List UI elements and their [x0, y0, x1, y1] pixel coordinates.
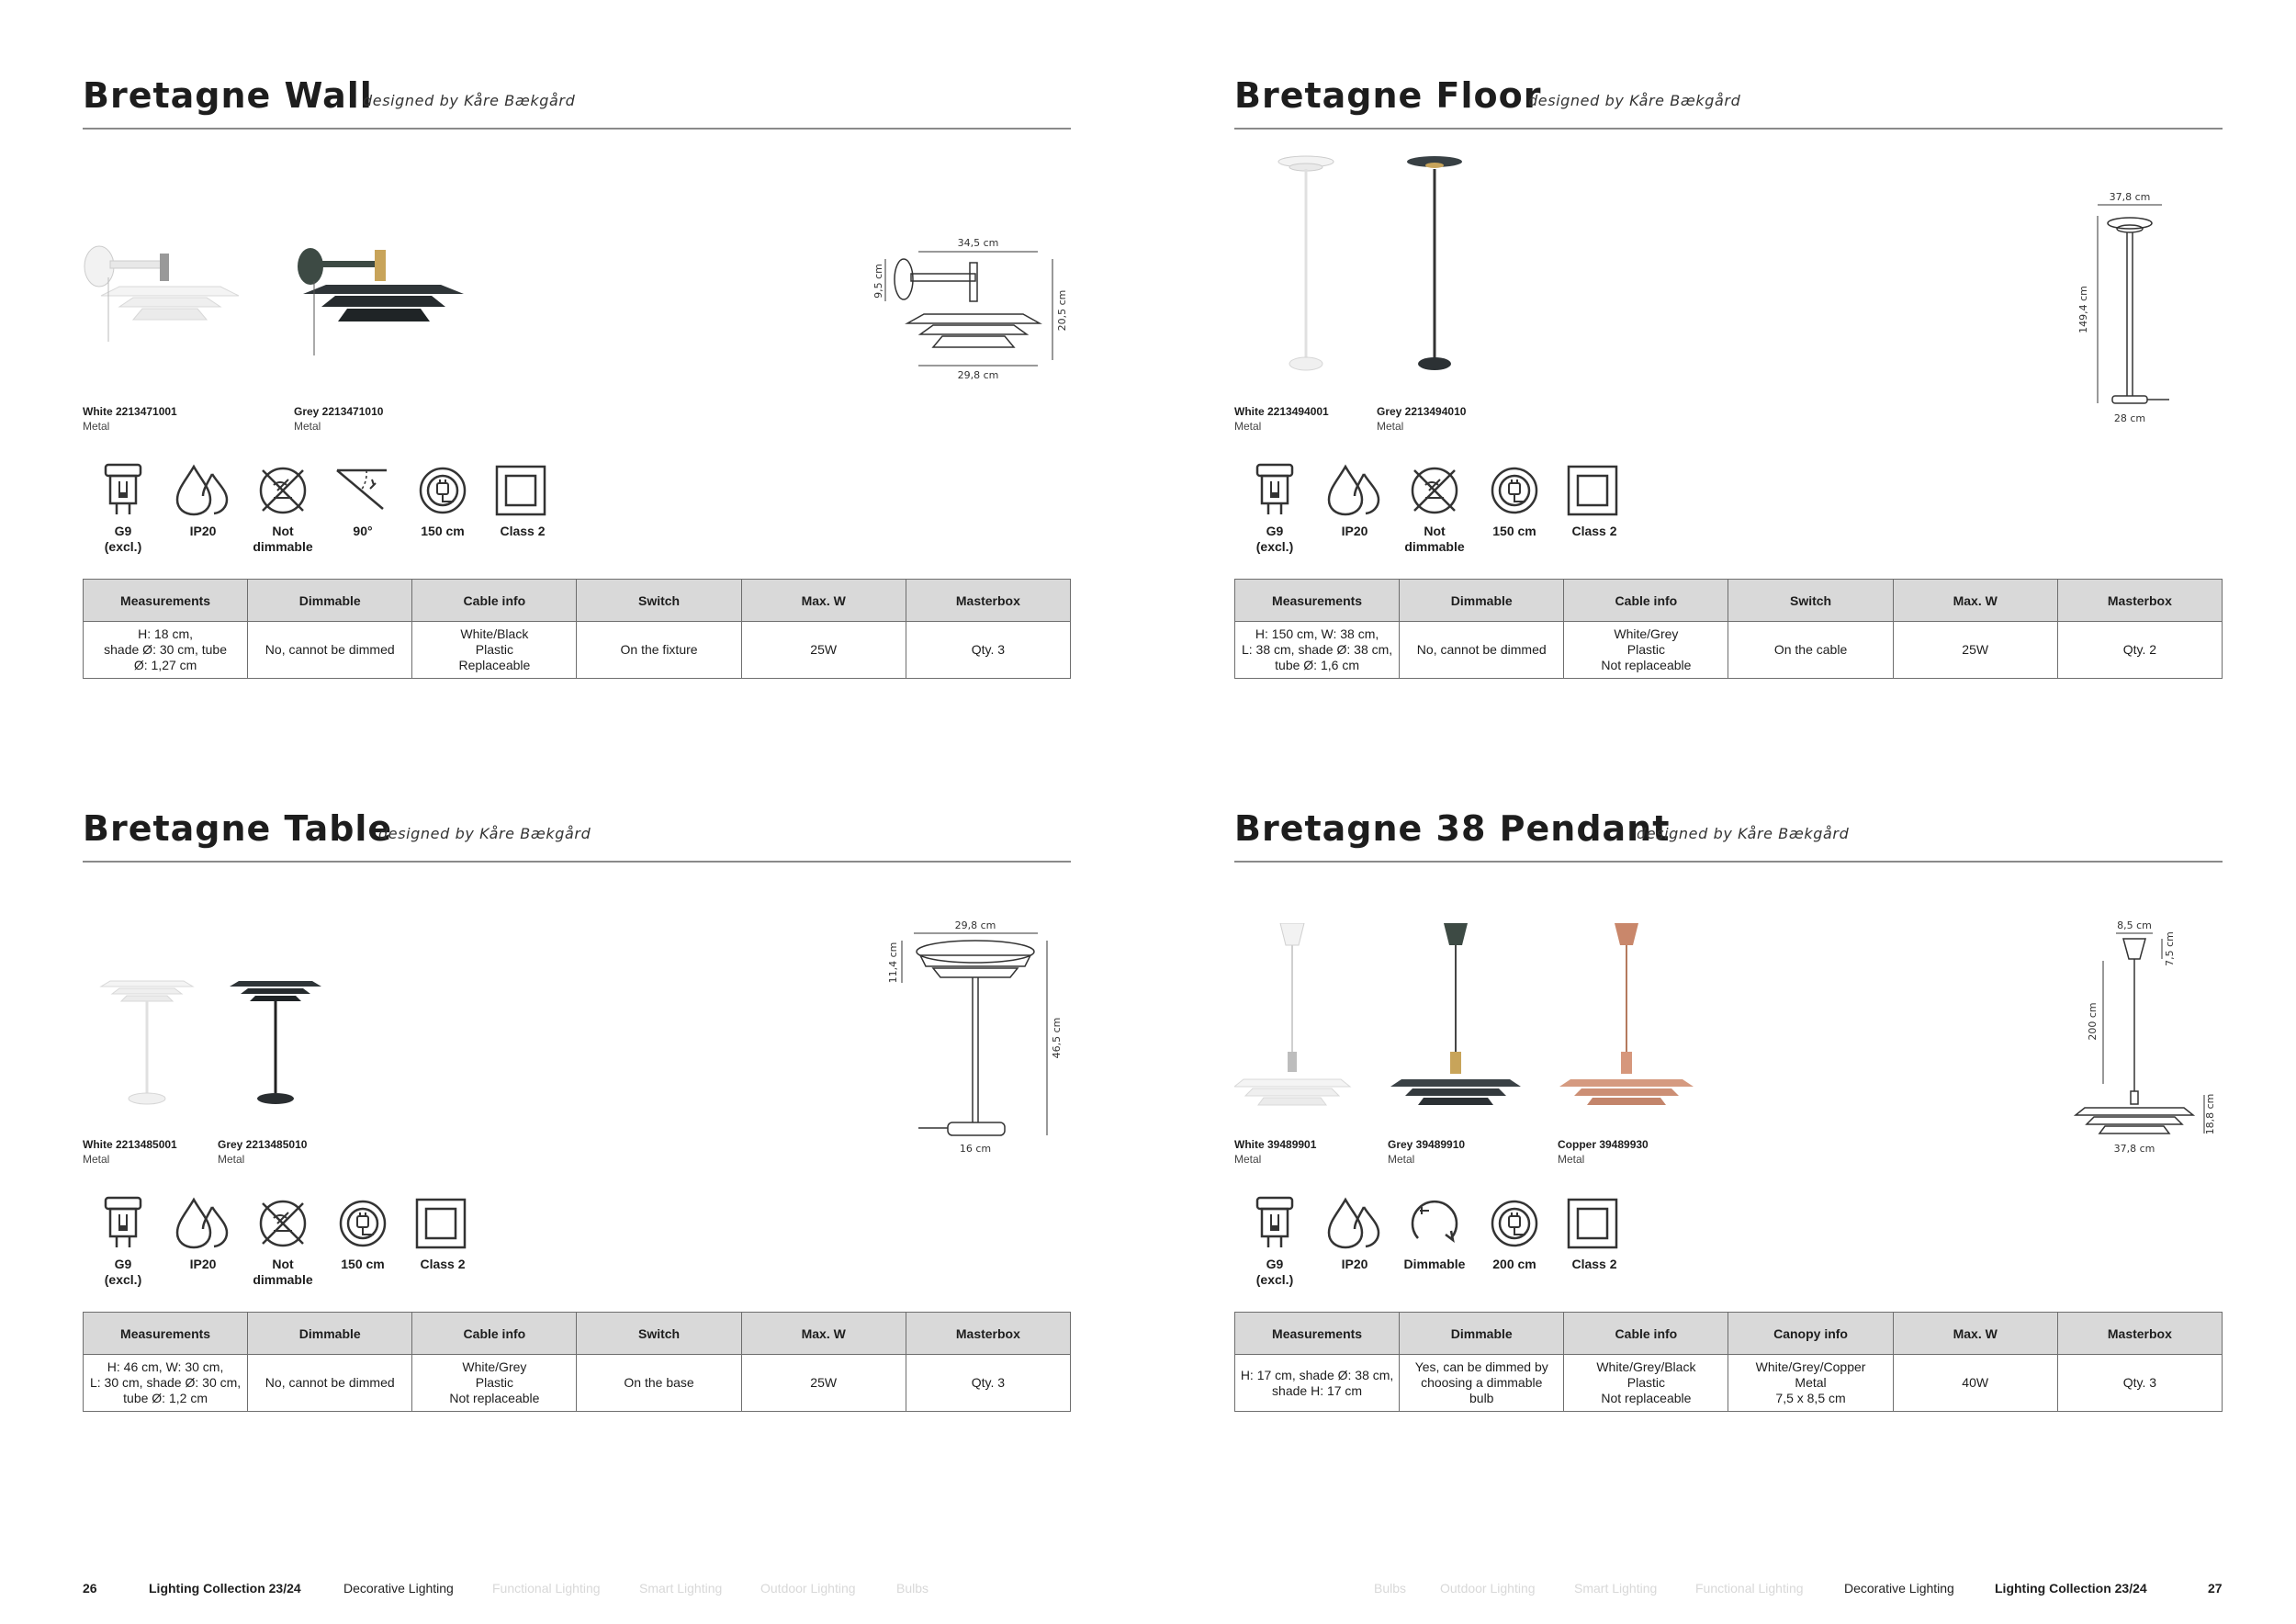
variant-material: Metal [83, 420, 110, 433]
feature-cable [326, 1194, 400, 1272]
nav-link-outdoor[interactable]: Outdoor Lighting [760, 1581, 856, 1596]
dimension-drawing [872, 231, 1075, 397]
table-cell: On the fixture [577, 622, 741, 679]
table-cell: H: 17 cm, shade Ø: 38 cm, shade H: 17 cm [1235, 1355, 1400, 1412]
not-dimmable-icon [246, 461, 320, 518]
product-title: Bretagne Floor [1234, 75, 1542, 116]
table-cell: Qty. 3 [906, 622, 1070, 679]
feature-dimming [246, 461, 320, 555]
dimension-drawing [882, 919, 1065, 1157]
dimension-label: 149,4 cm [2077, 286, 2089, 333]
variant-name: Grey 2213494010 [1377, 405, 1467, 418]
feature-icons [83, 461, 726, 562]
table-header: Cable info [1564, 1313, 1728, 1355]
spec-table [1234, 1312, 2223, 1412]
table-cell: White/Grey Plastic Not replaceable [412, 1355, 577, 1412]
table-header: Switch [1728, 580, 1893, 622]
variant-name: Grey 2213471010 [294, 405, 384, 418]
class-2-icon [1558, 461, 1631, 518]
ip20-drops-icon [166, 461, 240, 518]
g9-bulb-icon [1238, 461, 1311, 518]
dimension-label: 37,8 cm [2113, 1143, 2155, 1155]
feature-class [1558, 461, 1631, 539]
footer-left [83, 1581, 1001, 1599]
feature-ip20 [1318, 461, 1391, 539]
product-title: Bretagne 38 Pendant [1234, 808, 1671, 849]
table-cell: On the base [577, 1355, 741, 1412]
feature-label: IP20 [1341, 1257, 1368, 1271]
product-section-wall [83, 75, 1071, 682]
g9-bulb-icon [86, 461, 160, 518]
cable-length-icon [1478, 1194, 1551, 1251]
title-rule [83, 861, 1071, 863]
table-row [84, 622, 1071, 679]
table-cell: White/Grey/Black Plastic Not replaceable [1564, 1355, 1728, 1412]
table-header: Cable info [412, 1313, 577, 1355]
dimmable-icon [1398, 1194, 1471, 1251]
table-cell: White/Grey/Copper Metal 7,5 x 8,5 cm [1728, 1355, 1893, 1412]
table-header: Max. W [741, 1313, 906, 1355]
dimension-label: 29,8 cm [954, 919, 996, 931]
variant-name: White 2213494001 [1234, 405, 1329, 418]
dimension-label: 8,5 cm [2117, 919, 2152, 931]
table-header: Switch [577, 1313, 741, 1355]
lamp-photo-white [92, 964, 202, 1111]
title-rule [1234, 861, 2223, 863]
variant-material: Metal [1377, 420, 1404, 433]
feature-label: Class 2 [1571, 1257, 1617, 1271]
variant-caption [294, 404, 383, 434]
feature-g9 [1238, 461, 1311, 555]
product-title: Bretagne Wall [83, 75, 373, 116]
not-dimmable-icon [1398, 461, 1471, 518]
spec-table [1234, 579, 2223, 679]
feature-label: 90° [353, 524, 373, 538]
section-header [1234, 808, 2223, 863]
dimension-drawing [2061, 919, 2217, 1157]
table-header: Cable info [1564, 580, 1728, 622]
table-header: Switch [577, 580, 741, 622]
page-number: 26 [83, 1581, 97, 1596]
variant-caption [1377, 404, 1466, 434]
feature-cable [1478, 1194, 1551, 1272]
class-2-icon [1558, 1194, 1631, 1251]
table-cell: On the cable [1728, 622, 1893, 679]
nav-link-functional[interactable]: Functional Lighting [492, 1581, 601, 1596]
dimension-label: 7,5 cm [2164, 931, 2176, 966]
feature-dimming [1398, 461, 1471, 555]
dimension-label: 11,4 cm [887, 942, 899, 984]
table-header: Dimmable [1400, 580, 1564, 622]
lamp-photo-grey [220, 964, 331, 1111]
angle-90-icon [326, 461, 400, 518]
feature-label: Not dimmable [1404, 524, 1465, 554]
table-header: Masterbox [2057, 580, 2222, 622]
lamp-photo-white [1234, 923, 1354, 1116]
table-cell: White/Grey Plastic Not replaceable [1564, 622, 1728, 679]
ip20-drops-icon [166, 1194, 240, 1251]
title-rule [83, 128, 1071, 130]
feature-label: G9 (excl.) [1255, 524, 1294, 554]
dimension-label: 16 cm [959, 1143, 992, 1155]
variant-material: Metal [1388, 1153, 1415, 1166]
feature-dimming [246, 1194, 320, 1288]
feature-label: Not dimmable [253, 1257, 313, 1287]
feature-label: Class 2 [420, 1257, 466, 1271]
table-cell: Yes, can be dimmed by choosing a dimmable bulb [1400, 1355, 1564, 1412]
class-2-icon [486, 461, 559, 518]
feature-label: Not dimmable [253, 524, 313, 554]
designer-credit: designed by Kåre Bækgård [378, 825, 591, 842]
feature-label: 150 cm [421, 524, 465, 538]
designer-credit: designed by Kåre Bækgård [1637, 825, 1850, 842]
ip20-drops-icon [1318, 1194, 1391, 1251]
table-header-row [84, 1313, 1071, 1355]
footer-right [1374, 1581, 2228, 1599]
table-header-row [1235, 1313, 2223, 1355]
table-header: Max. W [741, 580, 906, 622]
table-header: Measurements [84, 580, 248, 622]
table-cell: H: 46 cm, W: 30 cm, L: 30 cm, shade Ø: 30 cm, tube Ø: 1,2 cm [84, 1355, 248, 1412]
feature-class [406, 1194, 479, 1272]
table-cell: Qty. 2 [2057, 622, 2222, 679]
feature-ip20 [1318, 1194, 1391, 1272]
table-header: Dimmable [1400, 1313, 1564, 1355]
feature-ip20 [166, 1194, 240, 1272]
feature-label: Dimmable [1403, 1257, 1466, 1271]
table-cell: Qty. 3 [906, 1355, 1070, 1412]
table-cell: No, cannot be dimmed [1400, 622, 1564, 679]
feature-g9 [86, 1194, 160, 1288]
dimension-label: 46,5 cm [1051, 1017, 1063, 1059]
feature-icons [1234, 461, 1877, 562]
table-header: Masterbox [906, 580, 1070, 622]
variant-caption [1234, 404, 1329, 434]
dimension-label: 18,8 cm [2204, 1093, 2216, 1135]
table-cell: Qty. 3 [2057, 1355, 2222, 1412]
table-header: Max. W [1893, 580, 2057, 622]
lamp-photo-white [1271, 154, 1345, 375]
variant-material: Metal [1234, 1153, 1262, 1166]
variant-name: Grey 39489910 [1388, 1138, 1466, 1151]
table-header: Measurements [1235, 1313, 1400, 1355]
table-cell: 40W [1893, 1355, 2057, 1412]
dimension-label: 9,5 cm [872, 264, 884, 299]
section-header [83, 808, 1071, 863]
g9-bulb-icon [1238, 1194, 1311, 1251]
cable-length-icon [326, 1194, 400, 1251]
feature-dimming [1398, 1194, 1471, 1272]
lamp-photo-copper [1558, 923, 1695, 1116]
title-rule [1234, 128, 2223, 130]
collection-title: Lighting Collection 23/24 [1995, 1581, 2147, 1596]
nav-link-bulbs[interactable]: Bulbs [896, 1581, 929, 1596]
table-cell: H: 18 cm, shade Ø: 30 cm, tube Ø: 1,27 cm [84, 622, 248, 679]
feature-label: 200 cm [1492, 1257, 1536, 1271]
product-title: Bretagne Table [83, 808, 393, 849]
spec-table [83, 579, 1071, 679]
nav-link-outdoor[interactable]: Outdoor Lighting [1440, 1581, 1536, 1596]
table-cell: H: 150 cm, W: 38 cm, L: 38 cm, shade Ø: 38 cm, tube Ø: 1,6 cm [1235, 622, 1400, 679]
table-cell: 25W [1893, 622, 2057, 679]
table-header-row [84, 580, 1071, 622]
feature-class [486, 461, 559, 539]
table-header: Cable info [412, 580, 577, 622]
feature-g9 [86, 461, 160, 555]
nav-link-decorative[interactable]: Decorative Lighting [343, 1581, 454, 1596]
not-dimmable-icon [246, 1194, 320, 1251]
lamp-photo-white [83, 241, 248, 351]
feature-icons [83, 1194, 726, 1295]
table-header: Dimmable [248, 580, 412, 622]
feature-ip20 [166, 461, 240, 539]
nav-link-functional[interactable]: Functional Lighting [1695, 1581, 1804, 1596]
collection-title: Lighting Collection 23/24 [149, 1581, 301, 1596]
table-header: Canopy info [1728, 1313, 1893, 1355]
product-section-floor [1234, 75, 2223, 682]
g9-bulb-icon [86, 1194, 160, 1251]
nav-link-decorative[interactable]: Decorative Lighting [1844, 1581, 1954, 1596]
dimension-drawing [2061, 190, 2199, 429]
variant-name: Copper 39489930 [1558, 1138, 1649, 1151]
nav-link-smart[interactable]: Smart Lighting [639, 1581, 723, 1596]
variant-name: White 39489901 [1234, 1138, 1317, 1151]
table-row [84, 1355, 1071, 1412]
feature-label: IP20 [189, 524, 217, 538]
feature-g9 [1238, 1194, 1311, 1288]
product-section-pendant [1234, 808, 2223, 1415]
feature-label: Class 2 [1571, 524, 1617, 538]
table-cell: 25W [741, 1355, 906, 1412]
class-2-icon [406, 1194, 479, 1251]
variant-material: Metal [1558, 1153, 1585, 1166]
variant-material: Metal [218, 1153, 245, 1166]
dimension-label: 200 cm [2087, 1002, 2099, 1041]
variant-caption [218, 1137, 307, 1167]
dimension-label: 29,8 cm [957, 369, 999, 381]
feature-icons [1234, 1194, 1877, 1295]
variant-name: Grey 2213485010 [218, 1138, 308, 1151]
variant-caption [83, 404, 177, 434]
spec-table [83, 1312, 1071, 1412]
table-cell: White/Black Plastic Replaceable [412, 622, 577, 679]
feature-label: G9 (excl.) [104, 524, 142, 554]
variant-name: White 2213471001 [83, 405, 177, 418]
variant-name: White 2213485001 [83, 1138, 177, 1151]
table-header: Max. W [1893, 1313, 2057, 1355]
table-header: Masterbox [2057, 1313, 2222, 1355]
variant-caption [1388, 1137, 1465, 1167]
dimension-label: 34,5 cm [957, 237, 999, 249]
variant-material: Metal [83, 1153, 110, 1166]
lamp-photo-grey [294, 241, 468, 360]
table-cell: No, cannot be dimmed [248, 622, 412, 679]
designer-credit: designed by Kåre Bækgård [1528, 92, 1741, 109]
nav-link-bulbs[interactable]: Bulbs [1374, 1581, 1407, 1596]
feature-cable [406, 461, 479, 539]
table-header: Dimmable [248, 1313, 412, 1355]
cable-length-icon [1478, 461, 1551, 518]
table-header: Measurements [1235, 580, 1400, 622]
table-row [1235, 1355, 2223, 1412]
cable-length-icon [406, 461, 479, 518]
dimension-label: 37,8 cm [2109, 191, 2151, 203]
feature-label: IP20 [189, 1257, 217, 1271]
variant-caption [1558, 1137, 1649, 1167]
feature-cable [1478, 461, 1551, 539]
table-header: Measurements [84, 1313, 248, 1355]
designer-credit: designed by Kåre Bækgård [363, 92, 576, 109]
feature-label: G9 (excl.) [1255, 1257, 1294, 1287]
table-cell: No, cannot be dimmed [248, 1355, 412, 1412]
table-header: Masterbox [906, 1313, 1070, 1355]
section-header [1234, 75, 2223, 130]
feature-label: 150 cm [1492, 524, 1536, 538]
dimension-label: 20,5 cm [1056, 289, 1068, 332]
feature-label: IP20 [1341, 524, 1368, 538]
table-row [1235, 622, 2223, 679]
ip20-drops-icon [1318, 461, 1391, 518]
table-header-row [1235, 580, 2223, 622]
lamp-photo-grey [1400, 154, 1473, 375]
feature-label: 150 cm [341, 1257, 385, 1271]
feature-label: G9 (excl.) [104, 1257, 142, 1287]
dimension-label: 28 cm [2113, 412, 2146, 424]
section-header [83, 75, 1071, 130]
variant-caption [83, 1137, 177, 1167]
product-section-table [83, 808, 1071, 1415]
page-number: 27 [2208, 1581, 2223, 1596]
feature-class [1558, 1194, 1631, 1272]
variant-material: Metal [1234, 420, 1262, 433]
table-cell: 25W [741, 622, 906, 679]
feature-label: Class 2 [500, 524, 546, 538]
variant-material: Metal [294, 420, 321, 433]
variant-caption [1234, 1137, 1316, 1167]
feature-angle [326, 461, 400, 539]
lamp-photo-grey [1389, 923, 1522, 1116]
nav-link-smart[interactable]: Smart Lighting [1574, 1581, 1658, 1596]
